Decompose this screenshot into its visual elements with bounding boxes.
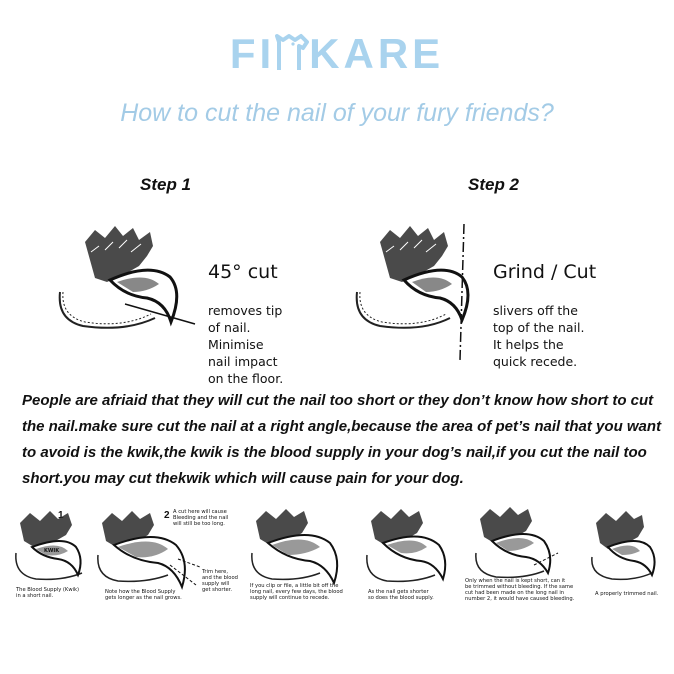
stage-2-number: 2	[164, 510, 170, 521]
stage-3-illustration	[250, 505, 355, 590]
step-1-body: removes tip of nail. Minimise nail impact on the floor.	[208, 303, 284, 386]
step-2-body: slivers off the top of the nail. It helps the quick recede.	[493, 303, 585, 369]
step-2-headline: Grind / Cut	[493, 261, 597, 283]
headline: How to cut the nail of your fury friends?	[120, 99, 554, 127]
stage-1-number: 1	[58, 510, 64, 521]
stage-4-caption: As the nail gets shorter so does the blood supply.	[368, 589, 434, 601]
stage-6-illustration	[588, 505, 668, 590]
stage-6-caption: A properly trimmed nail.	[595, 591, 659, 597]
step-1-title: Step 1	[140, 175, 192, 194]
stage-2-cut-note: A cut here will cause Bleeding and the nail will still be too long.	[173, 509, 229, 527]
step-2-title: Step 2	[468, 175, 520, 194]
brand-logo	[0, 30, 674, 78]
stage-1-kwik-label: KWIK	[44, 548, 60, 554]
brand-text-left: FI	[229, 30, 276, 77]
dog-head-icon	[275, 32, 309, 72]
step-2-text	[493, 244, 596, 370]
step-1-nail-illustration	[55, 222, 200, 342]
stage-1-caption: The Blood Supply (Kwik) in a short nail.	[16, 587, 80, 599]
stage-1-illustration	[12, 505, 97, 585]
step-2-nail-illustration	[352, 222, 487, 362]
step-1-text	[208, 244, 283, 387]
stage-3-caption: If you clip or file, a little bit off the long nail, every few days, the blood supply will continue to recede.	[250, 583, 343, 601]
explanation-paragraph: People are afriaid that they will cut the nail too short or they don’t know how short to cut the nail.make sure cut the nail at a right angle,because the area of pet’s nail that you want to avoid is the kwik,the kwik is the blood supply in your dog’s nail,if you cut the nail too short.you may cut thekwik which will cause pain for your dog.	[22, 392, 662, 487]
stage-5-caption: Only when the nail is kept short, can it be trimmed without bleeding. If the same cut had been made on the long nail in number 2, it would have caused bleeding.	[465, 578, 575, 602]
stage-2-caption: Note how the Blood Supply gets longer as the nail grows.	[105, 589, 182, 601]
stage-2-trim-note: Trim here, and the blood supply will get shorter.	[202, 569, 238, 593]
brand-text-right: KARE	[309, 30, 445, 77]
step-1-headline: 45° cut	[208, 261, 278, 283]
stage-4-illustration	[365, 505, 460, 590]
